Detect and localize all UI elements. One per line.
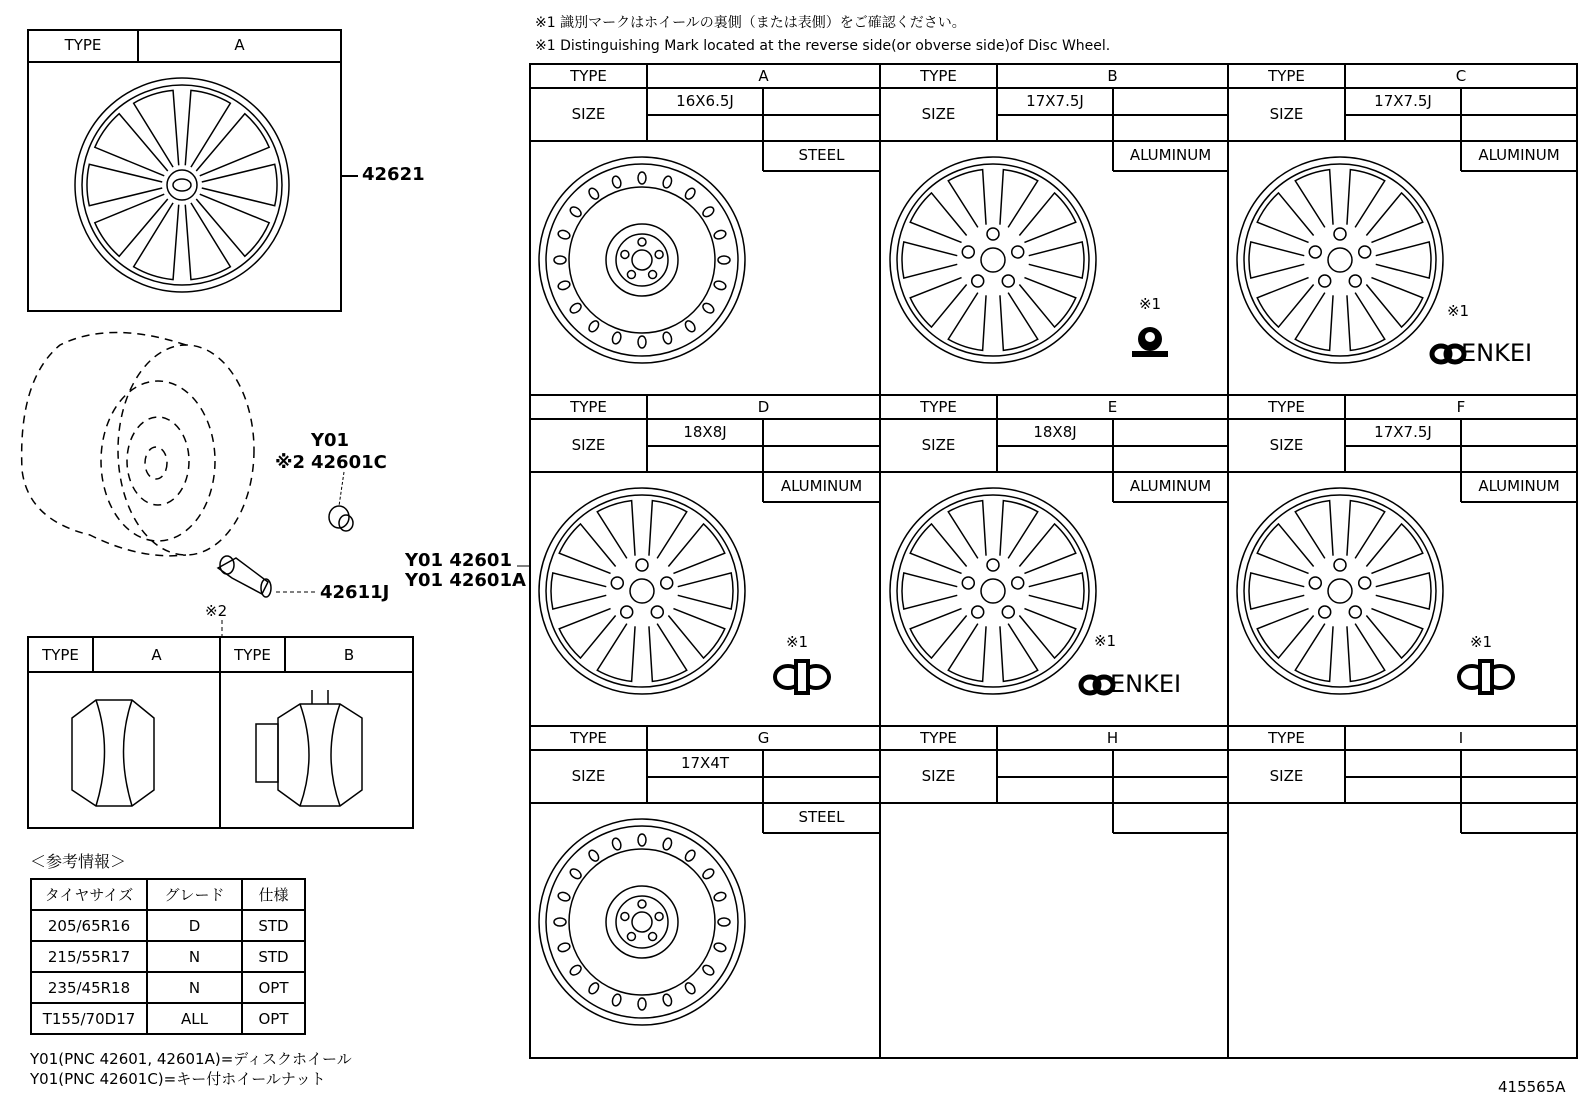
- size-label: SIZE: [921, 767, 956, 785]
- hubcap-part-number[interactable]: 42621: [362, 164, 425, 185]
- type-value: C: [1455, 67, 1467, 85]
- key-nut: [329, 506, 353, 531]
- figure-id: 415565A: [1498, 1078, 1566, 1096]
- size-value: 18X8J: [1033, 423, 1077, 441]
- type-label: TYPE: [1268, 398, 1305, 416]
- size-value: 17X7.5J: [1026, 92, 1084, 110]
- wheel-grid: [530, 64, 1577, 1058]
- type-value: E: [1107, 398, 1118, 416]
- ref-header-spec: 仕様: [242, 879, 305, 910]
- footnote-1: Y01(PNC 42601, 42601A)=ディスクホイール: [30, 1050, 352, 1068]
- type-value: I: [1458, 729, 1464, 747]
- material-label: ALUMINUM: [780, 477, 863, 495]
- ref-cell: OPT: [242, 1003, 305, 1034]
- size-label: SIZE: [1269, 767, 1304, 785]
- ref-cell: N: [147, 972, 242, 1003]
- mark-label: ※1: [1093, 632, 1117, 650]
- size-value: 17X4T: [680, 754, 730, 772]
- reference-title: ＜参考情報＞: [30, 852, 127, 871]
- key-nut-part-number[interactable]: 42601C: [311, 452, 387, 473]
- y01-callout: Y01: [311, 430, 350, 451]
- size-value: 17X7.5J: [1374, 423, 1432, 441]
- wheel-maker-mark-icon: [1459, 661, 1513, 693]
- type-label: TYPE: [1268, 729, 1305, 747]
- type-label: TYPE: [920, 67, 957, 85]
- type-label: TYPE: [920, 398, 957, 416]
- size-label: SIZE: [921, 436, 956, 454]
- nut-type-label-a: TYPE: [42, 646, 79, 664]
- material-label: ALUMINUM: [1129, 146, 1212, 164]
- type-value: H: [1106, 729, 1119, 747]
- wheel-drawing-d: [539, 488, 745, 694]
- hubcap-type-value: A: [234, 36, 245, 54]
- size-label: SIZE: [921, 105, 956, 123]
- type-value: B: [1107, 67, 1118, 85]
- enkei-logo-icon: [1432, 346, 1464, 362]
- ref-header-tire: タイヤサイズ: [31, 879, 147, 910]
- wheel-drawing-c: [1237, 157, 1443, 363]
- ref-cell: 215/55R17: [31, 941, 147, 972]
- toyota-mark-icon: [1132, 327, 1168, 357]
- type-value: F: [1456, 398, 1466, 416]
- reference-table: [30, 878, 306, 1035]
- wheel-drawing-e: [890, 488, 1096, 694]
- material-label: ALUMINUM: [1478, 477, 1560, 495]
- hubcap-type-label: TYPE: [64, 36, 102, 54]
- ref-cell: D: [147, 910, 242, 941]
- size-label: SIZE: [571, 436, 606, 454]
- size-value: 17X7.5J: [1374, 92, 1432, 110]
- nut-mark: ※2: [205, 602, 228, 620]
- valve-stem: [218, 556, 271, 597]
- type-value: G: [757, 729, 770, 747]
- material-label: ALUMINUM: [1478, 146, 1560, 164]
- wheel-part-number-2[interactable]: Y01 42601A: [405, 570, 526, 591]
- wheel-drawing-f: [1237, 488, 1443, 694]
- type-label: TYPE: [920, 729, 957, 747]
- size-label: SIZE: [571, 767, 606, 785]
- type-label: TYPE: [1268, 67, 1305, 85]
- type-label: TYPE: [570, 398, 607, 416]
- mark-label: ※1: [1469, 633, 1493, 651]
- valve-part-number[interactable]: 42611J: [320, 582, 390, 603]
- note-japanese: ※1 識別マークはホイールの裏側（または表側）をご確認ください。: [535, 15, 966, 31]
- ref-cell: OPT: [242, 972, 305, 1003]
- size-value: 16X6.5J: [676, 92, 734, 110]
- nut-b: [256, 690, 362, 806]
- nut-type-b: B: [343, 646, 355, 664]
- note-english: ※1 Distinguishing Mark located at the reverse side(or obverse side)of Disc Wheel.: [535, 38, 1111, 54]
- type-label: TYPE: [570, 67, 607, 85]
- footnote-2: Y01(PNC 42601C)=キー付ホイールナット: [30, 1070, 326, 1088]
- enkei-logo-icon: [1081, 677, 1113, 693]
- size-label: SIZE: [571, 105, 606, 123]
- ref-cell: N: [147, 941, 242, 972]
- size-label: SIZE: [1269, 105, 1304, 123]
- hubcap-drawing: [75, 78, 289, 292]
- ref-cell: 205/65R16: [31, 910, 147, 941]
- wheel-drawing-g: [539, 819, 745, 1025]
- enkei-text: ENKEI: [1461, 339, 1533, 367]
- size-value: 18X8J: [683, 423, 727, 441]
- wheel-part-number-1[interactable]: Y01 42601: [405, 550, 512, 571]
- ref-cell: 235/45R18: [31, 972, 147, 1003]
- enkei-text: ENKEI: [1110, 670, 1182, 698]
- nut-a: [72, 700, 154, 806]
- mark-label: ※1: [785, 633, 809, 651]
- mark-label: ※1: [1446, 302, 1470, 320]
- tire-outline: [22, 333, 254, 556]
- wheel-drawing-a: [539, 157, 745, 363]
- ref-cell: STD: [242, 941, 305, 972]
- nut-type-label-b: TYPE: [234, 646, 271, 664]
- size-label: SIZE: [1269, 436, 1304, 454]
- type-value: A: [758, 67, 769, 85]
- wheel-drawing-b: [890, 157, 1096, 363]
- ref-header-grade: グレード: [147, 879, 242, 910]
- material-label: STEEL: [798, 808, 845, 826]
- mark-label: ※1: [1138, 295, 1162, 313]
- material-label: ALUMINUM: [1129, 477, 1212, 495]
- type-label: TYPE: [570, 729, 607, 747]
- ref-cell: ALL: [147, 1003, 242, 1034]
- wheel-maker-mark-icon: [775, 661, 829, 693]
- material-label: STEEL: [798, 146, 845, 164]
- ref-cell: T155/70D17: [31, 1003, 147, 1034]
- nut-type-a: A: [151, 646, 162, 664]
- type-value: D: [757, 398, 770, 416]
- ref-cell: STD: [242, 910, 305, 941]
- key-nut-prefix: ※2: [275, 452, 306, 473]
